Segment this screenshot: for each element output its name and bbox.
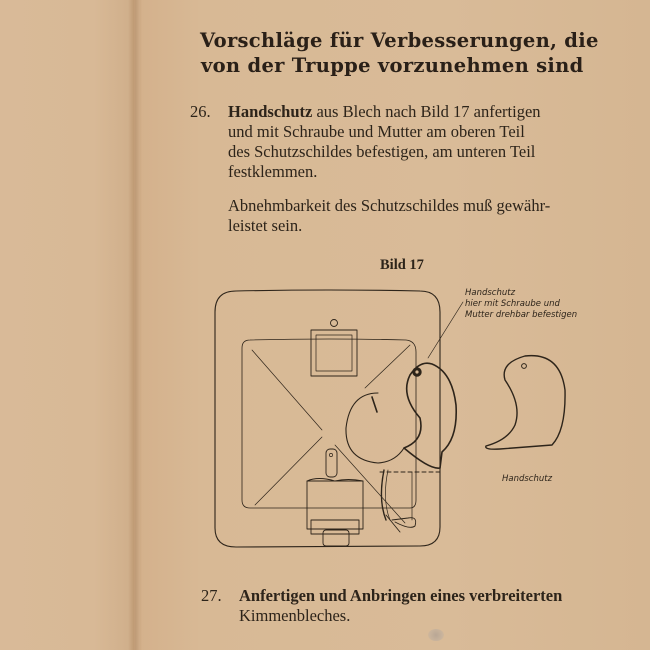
lower-block bbox=[307, 481, 363, 529]
callout-leader bbox=[428, 302, 463, 358]
mount-hole bbox=[331, 320, 338, 327]
left-page bbox=[0, 0, 134, 650]
item-body bbox=[239, 586, 562, 626]
note-line: Abnehmbarkeit des Schutzschildes muß gewähr- bbox=[228, 196, 551, 215]
section-heading bbox=[200, 28, 610, 78]
item-number: 27. bbox=[201, 586, 222, 605]
item-line: Kimmenbleches. bbox=[239, 606, 351, 625]
figure-callout-annotation bbox=[465, 288, 577, 321]
item-line: und mit Schraube und Mutter am oberen Teil bbox=[228, 122, 525, 141]
callout-line: Mutter drehbar befestigen bbox=[465, 310, 578, 320]
figure-caption: Bild 17 bbox=[380, 257, 424, 273]
item-line-text: aus Blech nach Bild 17 anfertigen bbox=[312, 102, 541, 121]
handschutz-part bbox=[486, 356, 565, 450]
item-lead-term: Handschutz bbox=[228, 102, 313, 121]
item-number: 26. bbox=[190, 102, 211, 121]
note-line: leistet sein. bbox=[228, 216, 303, 235]
item-body bbox=[228, 102, 541, 182]
item-line bbox=[228, 102, 541, 122]
page-fold bbox=[128, 0, 142, 650]
item-line: des Schutzschildes befestigen, am unteren Teil bbox=[228, 142, 536, 161]
paper-stain bbox=[428, 629, 444, 641]
shield-outer-outline bbox=[215, 290, 440, 547]
callout-line: hier mit Schraube und bbox=[465, 299, 560, 309]
handschutz-mounted bbox=[404, 363, 456, 468]
sight-window-outer bbox=[311, 330, 357, 376]
item-line: festklemmen. bbox=[228, 162, 318, 181]
heading-line-2: von der Truppe vorzunehmen sind bbox=[201, 54, 584, 77]
callout-line: Handschutz bbox=[465, 288, 516, 298]
item-line: Anfertigen und Anbringen eines verbreiterten bbox=[239, 586, 563, 605]
sight-window-inner bbox=[316, 335, 352, 371]
heading-line-1: Vorschläge für Verbesserungen, die bbox=[200, 29, 599, 52]
item-26-note bbox=[228, 196, 550, 236]
part-label: Handschutz bbox=[502, 474, 553, 484]
